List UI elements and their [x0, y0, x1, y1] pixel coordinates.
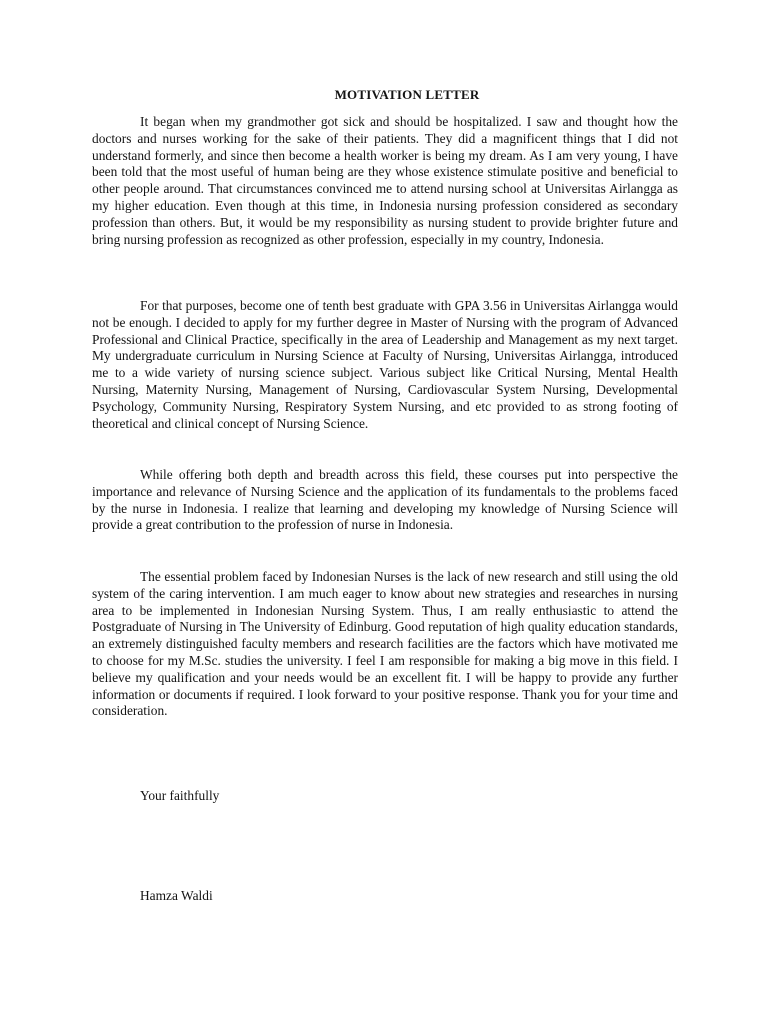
body-paragraph-2: For that purposes, become one of tenth best graduate with GPA 3.56 in Universitas Airlangga would not be enough. I decided to apply for my further degree in Master of Nursing with the program of Advanced Professional and Clinical Practice, specifically in the area of Leadership and Management as my next target. My undergraduate curriculum in Nursing Science at Faculty of Nursing, Universitas Airlangga, introduced me to a wide variety of nursing science subject. Various subject like Critical Nursing, Mental Health Nursing, Maternity Nursing, Management of Nursing, Cardiovascular System Nursing, Developmental Psychology, Community Nursing, Respiratory System Nursing, and etc provided to as strong footing of theoretical and clinical concept of Nursing Science.	[92, 298, 678, 431]
letter-title: MOTIVATION LETTER	[334, 87, 480, 102]
closing-salutation: Your faithfully	[140, 788, 220, 803]
body-paragraph-4: The essential problem faced by Indonesian Nurses is the lack of new research and still using the old system of the caring intervention. I am much eager to know about new strategies and researches in nursing area to be implemented in Indonesian Nursing System. Thus, I am really enthusiastic to attend the Postgraduate of Nursing in The University of Edinburg. Good reputation of high quality education standards, an extremely distinguished faculty members and research facilities are the factors which have motivated me to choose for my M.Sc. studies the university. I feel I am responsible for making a big move in this field. I believe my qualification and your needs would be an excellent fit. I will be happy to provide any further information or documents if required. I look forward to your positive response. Thank you for your time and consideration.	[92, 569, 678, 719]
body-paragraph-3: While offering both depth and breadth across this field, these courses put into perspective the importance and relevance of Nursing Science and the application of its fundamentals to the problems faced by the nurse in Indonesia. I realize that learning and developing my knowledge of Nursing Science will provide a great contribution to the profession of nurse in Indonesia.	[92, 467, 678, 533]
body-paragraph-1: It began when my grandmother got sick and should be hospitalized. I saw and thought how the doctors and nurses working for the sake of their patients. They did a magnificent things that I did not understand formerly, and since then become a health worker is being my dream. As I am very young, I have been told that the most useful of human being are they whose existence stimulate positive and beneficial to other people around. That circumstances convinced me to attend nursing school at Universitas Airlangga as my higher education. Even though at this time, in Indonesia nursing profession considered as secondary profession than others. But, it would be my responsibility as nursing student to provide brighter future and bring nursing profession as recognized as other profession, especially in my country, Indonesia.	[92, 114, 678, 247]
signature-name: Hamza Waldi	[140, 888, 213, 903]
